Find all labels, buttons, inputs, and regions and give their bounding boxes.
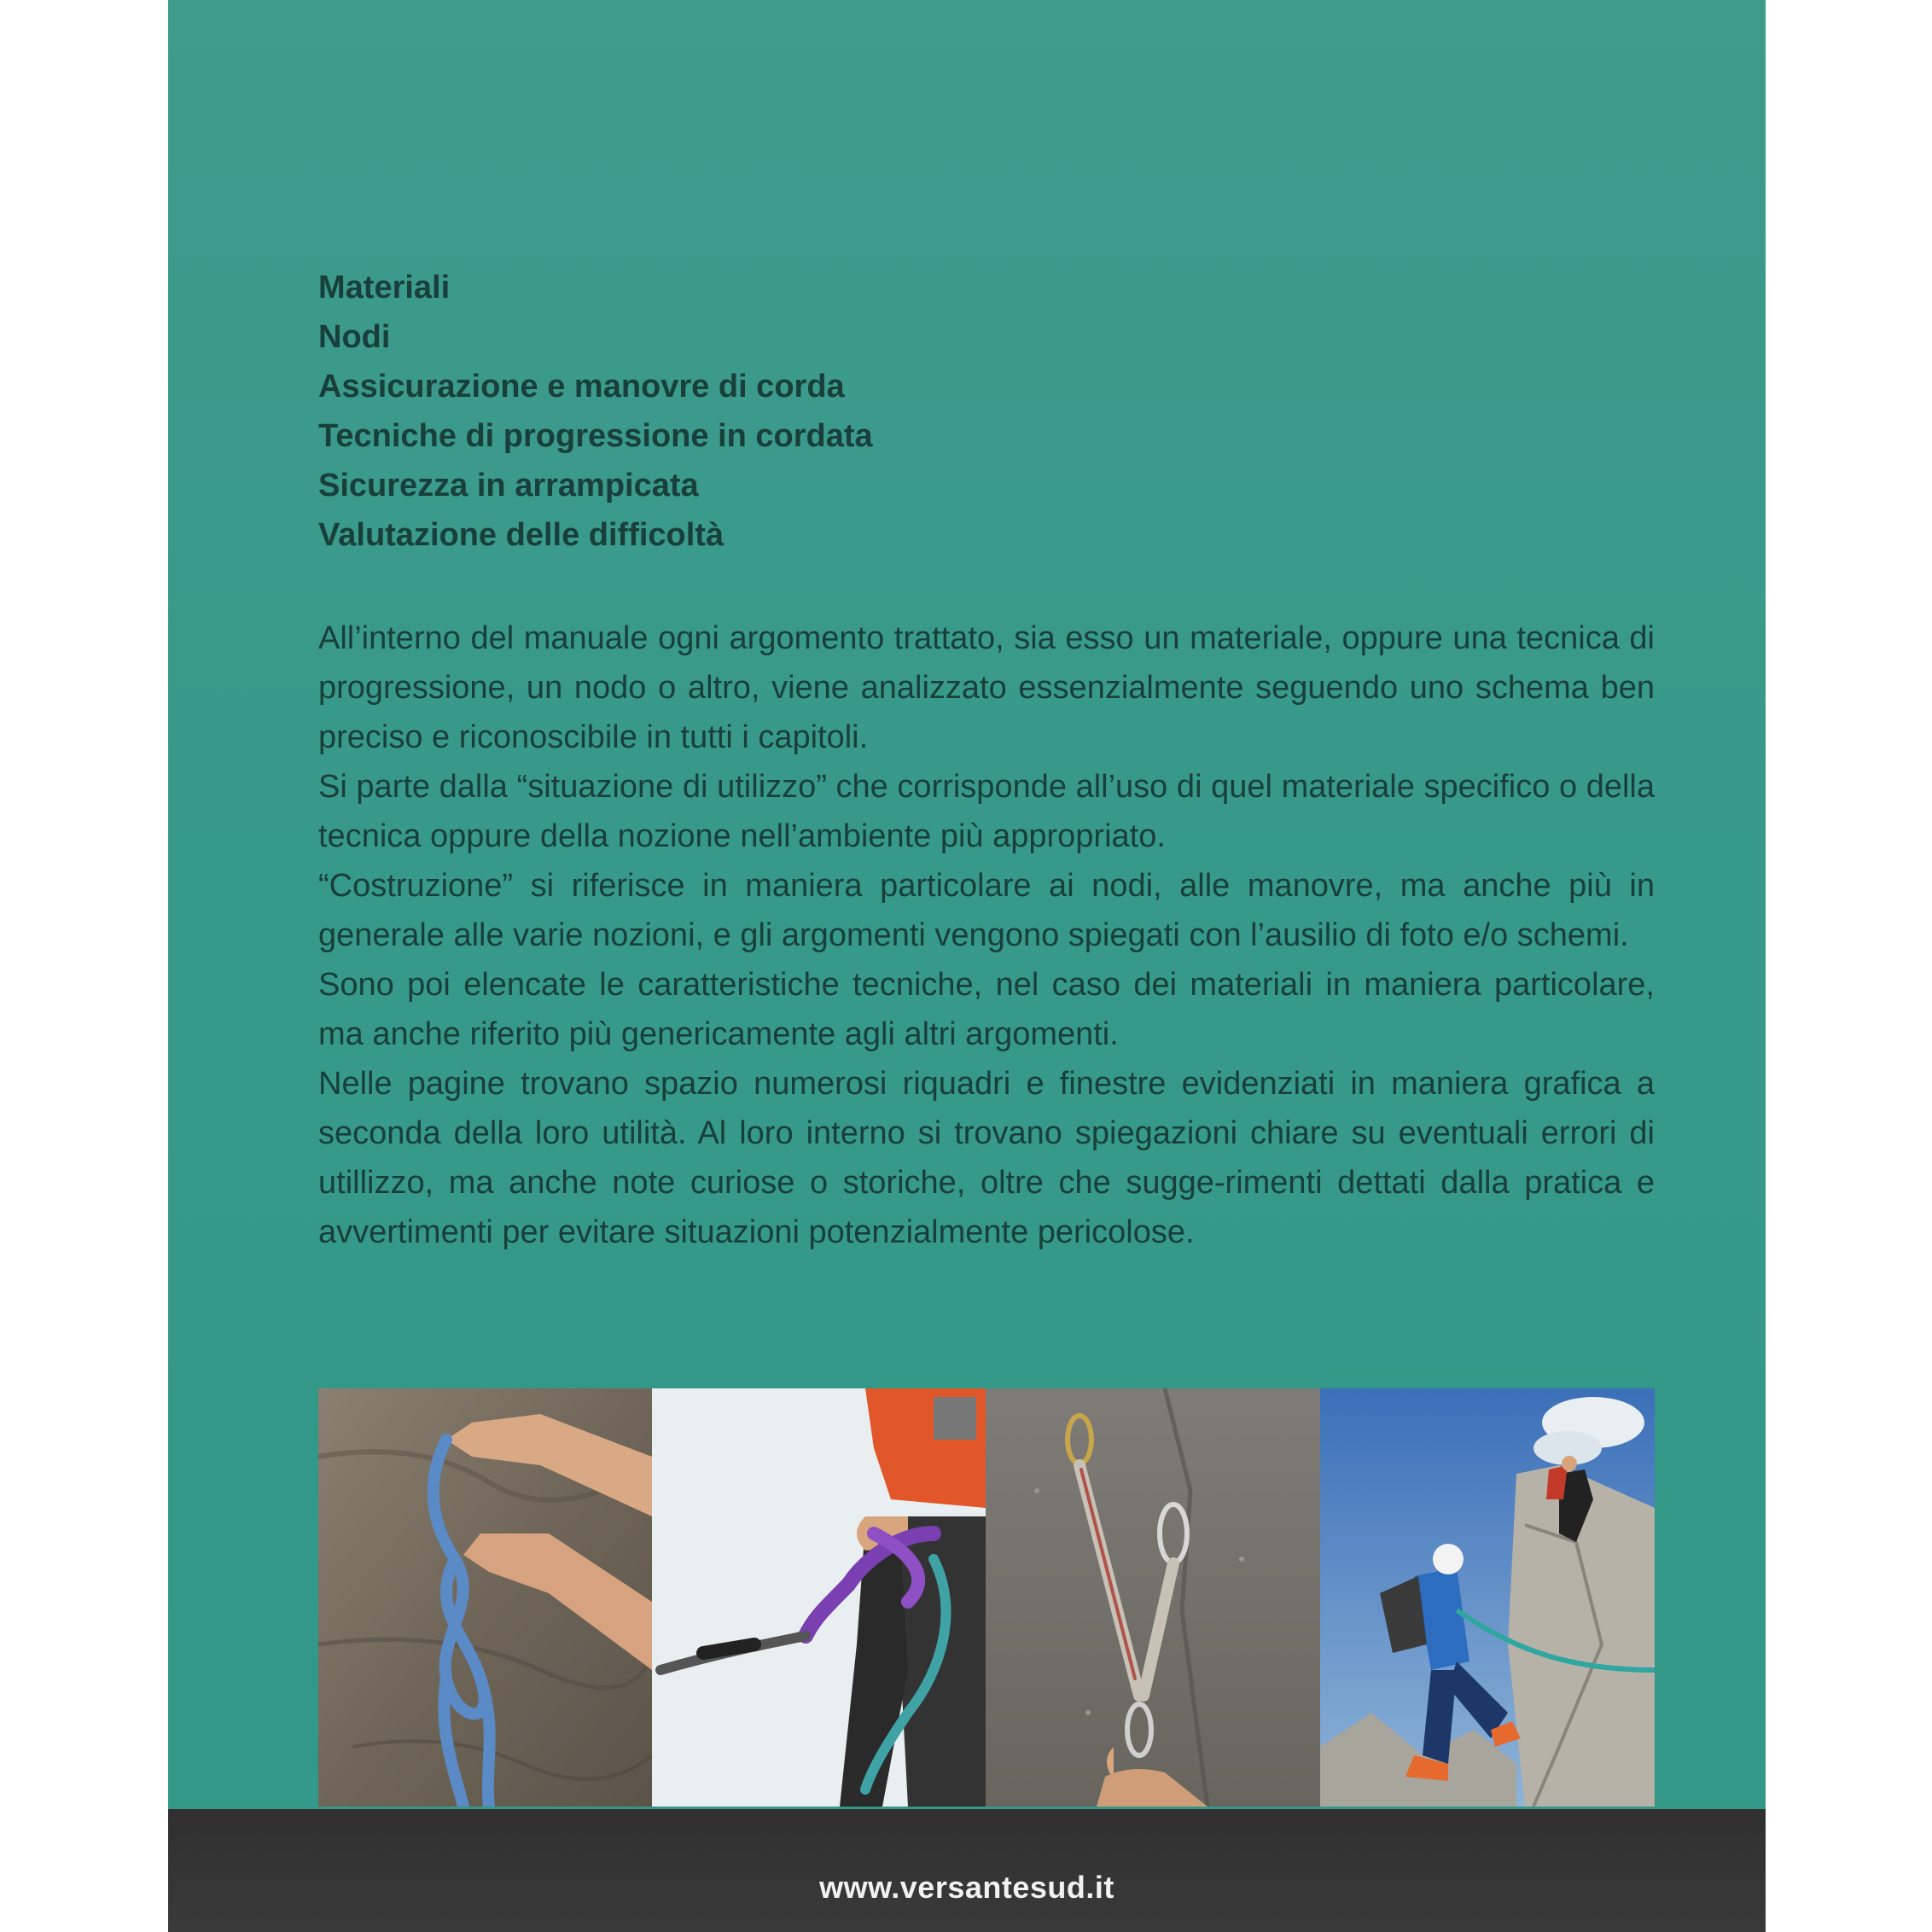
description-paragraph: Nelle pagine trovano spazio numerosi riquadri e finestre evidenziati in maniera grafica a seconda della loro utilità. Al loro interno si trovano spiegazioni chiare su eventuali errori di utillizzo, ma anche note curiose o storiche, oltre che sugge-rimenti dettati dalla pratica e avvertimenti per evitare situazioni potenzialmente pericolose. bbox=[318, 1066, 1655, 1250]
climbers-ridge-photo bbox=[1320, 1388, 1655, 1807]
description-text bbox=[318, 614, 1655, 1257]
description-paragraph: “Costruzione” si riferisce in maniera particolare ai nodi, alle manovre, ma anche più in generale alle varie nozioni, e gli argomenti vengono spiegati con l’ausilio di foto e/o schemi. bbox=[318, 868, 1655, 953]
quickdraw-photo bbox=[986, 1388, 1320, 1807]
topic-item: Valutazione delle difficoltà bbox=[318, 517, 724, 553]
topic-item: Nodi bbox=[318, 319, 391, 355]
description-paragraph: Sono poi elencate le caratteristiche tecniche, nel caso dei materiali in maniera particolare, ma anche riferito più genericamente agli altri argomenti. bbox=[318, 967, 1655, 1052]
topic-item: Assicurazione e manovre di corda bbox=[318, 369, 845, 404]
photo-strip bbox=[318, 1388, 1655, 1807]
footer-band bbox=[168, 1809, 1766, 1932]
topic-item: Sicurezza in arrampicata bbox=[318, 468, 699, 503]
publisher-website-link[interactable]: www.versantesud.it bbox=[819, 1870, 1114, 1905]
book-back-cover bbox=[168, 0, 1766, 1932]
description-paragraph: All’interno del manuale ogni argomento trattato, sia esso un materiale, oppure una tecnica di progressione, un nodo o altro, viene analizzato essenzialmente seguendo uno schema ben preciso e riconoscibile in tutti i capitoli. bbox=[318, 620, 1655, 755]
topic-list bbox=[318, 263, 1342, 560]
topic-item: Materiali bbox=[318, 270, 451, 306]
description-paragraph: Si parte dalla “situazione di utilizzo” che corrisponde all’uso di quel materiale specifico o della tecnica oppure della nozione nell’ambiente più appropriato. bbox=[318, 769, 1655, 854]
topic-item: Tecniche di progressione in cordata bbox=[318, 418, 873, 454]
harness-tie-in-photo bbox=[652, 1388, 986, 1807]
rope-knot-photo bbox=[318, 1388, 652, 1807]
